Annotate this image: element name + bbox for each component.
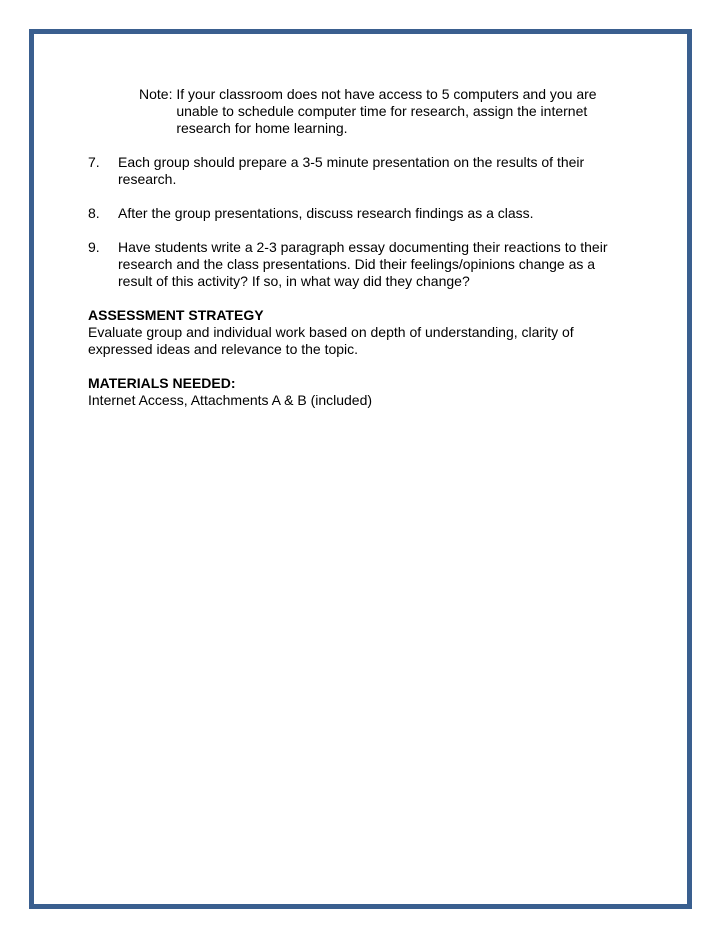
note-block bbox=[139, 86, 648, 137]
assessment-heading: ASSESSMENT STRATEGY bbox=[88, 307, 264, 323]
materials-heading: MATERIALS NEEDED: bbox=[88, 375, 236, 391]
step-text: Each group should prepare a 3-5 minute presentation on the results of their research. bbox=[118, 154, 585, 187]
step-number: 7. bbox=[88, 154, 100, 170]
step-number: 9. bbox=[88, 239, 100, 255]
step-item-8 bbox=[88, 205, 648, 222]
step-item-7 bbox=[88, 154, 648, 188]
step-number: 8. bbox=[88, 205, 100, 221]
materials-text: Internet Access, Attachments A & B (included) bbox=[88, 392, 373, 408]
step-item-9 bbox=[88, 239, 648, 290]
step-text: After the group presentations, discuss research findings as a class. bbox=[118, 205, 534, 221]
note-text: If your classroom does not have access to 5 computers and you are unable to schedule computer time for research, assign the internet research for home learning. bbox=[176, 86, 597, 136]
document-content bbox=[88, 86, 648, 409]
assessment-text: Evaluate group and individual work based on depth of understanding, clarity of expressed ideas and relevance to the topic. bbox=[88, 324, 574, 357]
note-label: Note: bbox=[139, 86, 177, 102]
step-text: Have students write a 2-3 paragraph essay documenting their reactions to their research and the class presentations. Did their feelings/opinions change as a result of this activity? If so, in what way did they change? bbox=[118, 239, 608, 289]
